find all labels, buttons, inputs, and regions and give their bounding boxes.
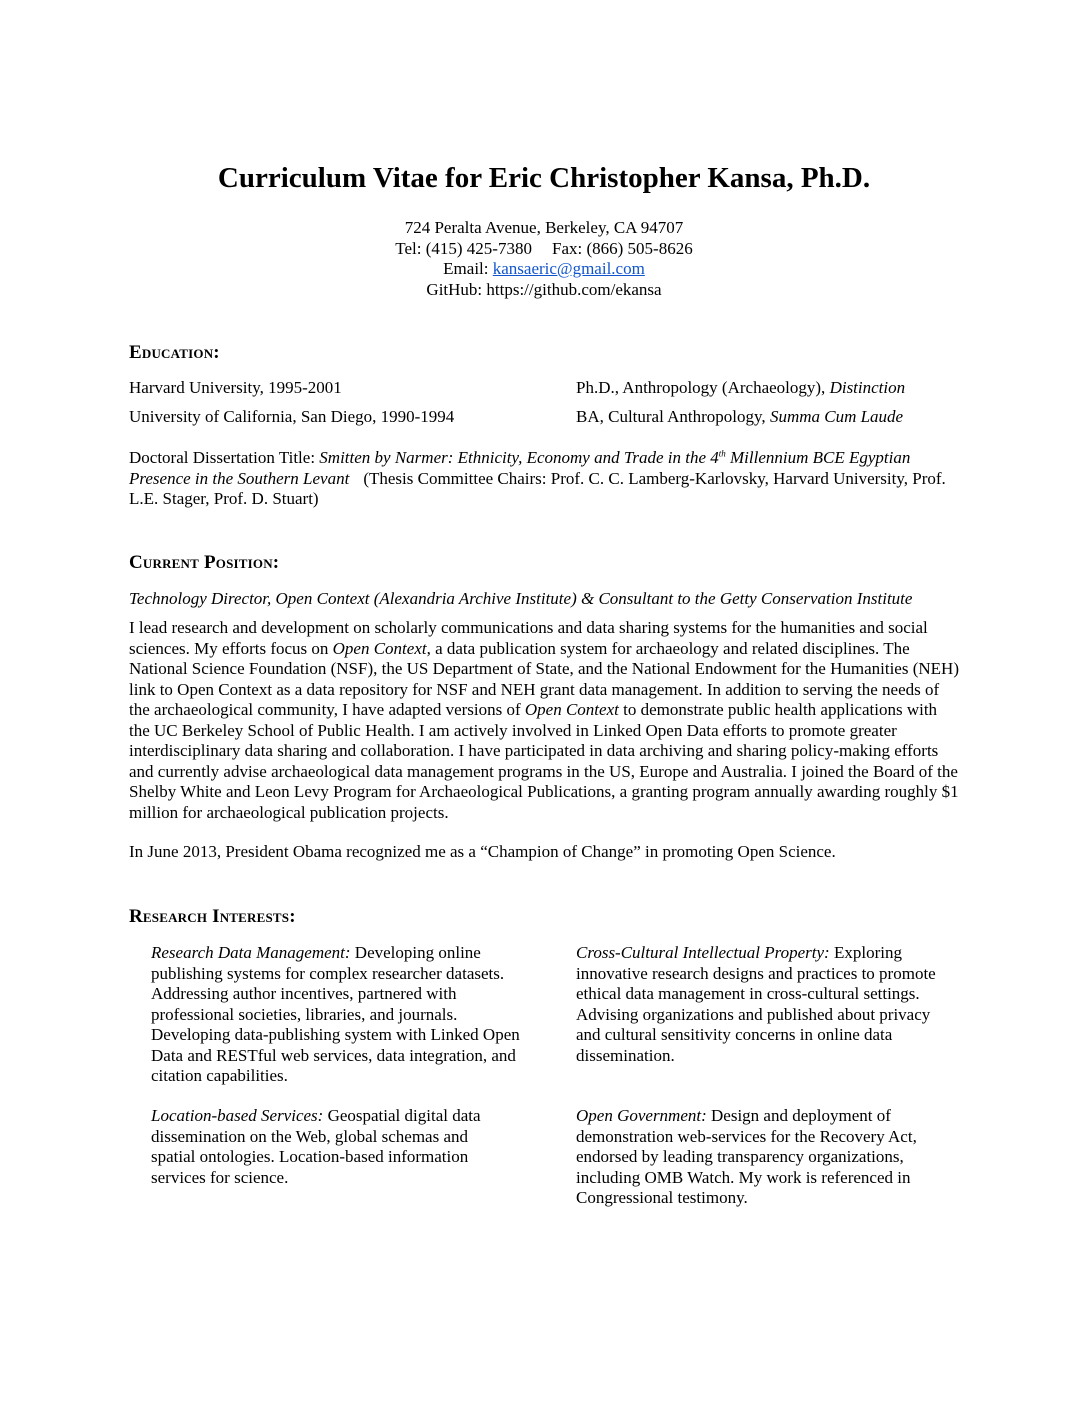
- dissertation: [129, 448, 961, 510]
- telephone: Tel: (415) 425-7380: [395, 238, 532, 258]
- education-honor: Summa Cum Laude: [769, 407, 904, 426]
- fax: Fax: (866) 505-8626: [551, 238, 693, 258]
- education-school: University of California, San Diego, 1990-1994: [129, 407, 455, 426]
- education-heading: Education:: [129, 342, 220, 363]
- interest-label: Research Data Management:: [151, 943, 351, 962]
- document-title: Curriculum Vitae for Eric Christopher Kansa, Ph.D.: [217, 162, 871, 194]
- dissertation-committee: (Thesis Committee Chairs: Prof. C. C. Lamberg-Karlovsky, Harvard University, Prof. L.E. Stager, Prof. D. Stuart): [129, 468, 946, 508]
- position-description: I lead research and development on scholarly communications and data sharing systems for the humanities and social sciences. My efforts focus on Open Context, a data publication system for archaeology and related disciplines. The National Science Foundation (NSF), the US Department of State, and the National Endowment for the Humanities (NEH) link to Open Context as a data repository for NSF and NEH grant data management. In addition to serving the needs of the archaeological community, I have adapted versions of Open Context to demonstrate public health applications with the UC Berkeley School of Public Health. I am actively involved in Linked Open Data efforts to promote greater interdisciplinary data sharing and collaboration. I have participated in data archiving and sharing policy-making efforts and currently advise archaeological data management programs in the US, Europe and Australia. I joined the Board of the Shelby White and Leon Levy Program for Archaeological Publications, a granting program annually awarding roughly $1 million for archaeological publication projects.: [129, 618, 959, 822]
- github: GitHub: https://github.com/ekansa: [426, 279, 662, 299]
- interest-research-data-management: Research Data Management: Developing online publishing systems for complex researcher datasets. Addressing author incentives, partnered with professional societies, libraries, and journals. Developing data-publishing system with Linked Open Data and RESTful web services, data integration, and citation capabilities.: [151, 943, 520, 1085]
- email-line: [0, 259, 1088, 280]
- interest-label: Location-based Services:: [151, 1106, 324, 1125]
- current-position-heading: Current Position:: [129, 552, 280, 573]
- education-honor: Distinction: [829, 378, 906, 397]
- champion-of-change: In June 2013, President Obama recognized me as a “Champion of Change” in promoting Open Science.: [129, 842, 836, 861]
- email-label: Email:: [443, 259, 493, 278]
- interest-location-based-services: Location-based Services: Geospatial digital data dissemination on the Web, global schemas and spatial ontologies. Location-based information services for science.: [151, 1106, 481, 1187]
- interest-open-government: Open Government: Design and deployment of demonstration web-services for the Recovery Act, endorsed by leading transparency organizations, including OMB Watch. My work is referenced in Congressional testimony.: [576, 1106, 917, 1207]
- education-school: Harvard University, 1995-2001: [129, 378, 342, 397]
- education-degree: Ph.D., Anthropology (Archaeology), Distinction: [576, 378, 906, 397]
- position-title: Technology Director, Open Context (Alexandria Archive Institute) & Consultant to the Getty Conservation Institute: [129, 589, 913, 608]
- dissertation-title: Smitten by Narmer: Ethnicity, Economy and Trade in the 4th Millennium BCE Egyptian Presence in the Southern Levant: [129, 448, 911, 488]
- interest-label: Open Government:: [576, 1106, 707, 1125]
- education-degree: BA, Cultural Anthropology, Summa Cum Laude: [576, 407, 904, 426]
- interest-cross-cultural-ip: Cross-Cultural Intellectual Property: Exploring innovative research designs and practices to promote ethical data management in cross-cultural settings. Advising organizations and published about privacy and cultural sensitivity concerns in online data dissemination.: [576, 943, 936, 1065]
- research-interests-heading: Research Interests:: [129, 906, 296, 927]
- dissertation-label: Doctoral Dissertation Title:: [129, 448, 320, 467]
- address: 724 Peralta Avenue, Berkeley, CA 94707: [404, 218, 684, 237]
- interest-label: Cross-Cultural Intellectual Property:: [576, 943, 830, 962]
- email-link[interactable]: kansaeric@gmail.com: [492, 259, 645, 278]
- contact-block: [0, 218, 1088, 300]
- phone-line: [0, 239, 1088, 260]
